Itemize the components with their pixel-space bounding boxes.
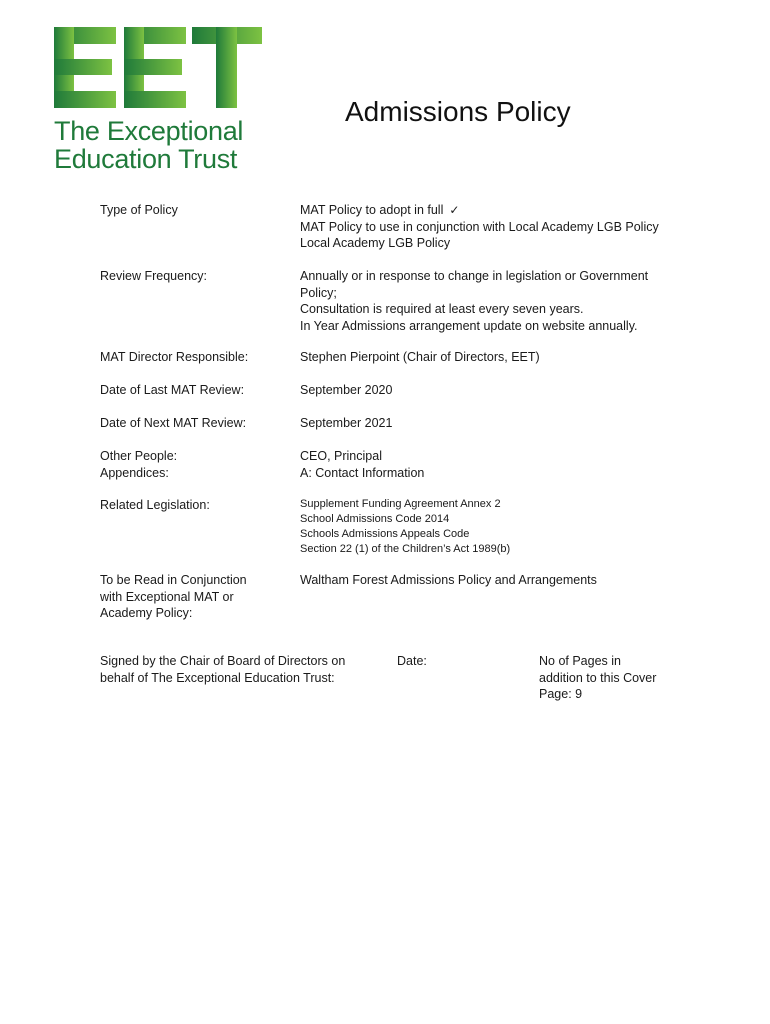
pages-line: No of Pages in	[539, 654, 621, 668]
review-line: Policy;	[300, 285, 337, 300]
policy-option-conjunction: MAT Policy to use in conjunction with Local Academy LGB Policy	[300, 219, 659, 234]
label-other-people: Other People:	[100, 449, 178, 463]
pages-label	[539, 653, 656, 703]
review-line: Annually or in response to change in legislation or Government	[300, 269, 649, 283]
signed-line: Signed by the Chair of Board of Directors on	[100, 654, 346, 668]
check-icon: ✓	[449, 203, 460, 217]
eet-logo	[54, 27, 269, 172]
label-last-review: Date of Last MAT Review:	[100, 383, 245, 397]
value-other-people: CEO, Principal	[300, 449, 382, 463]
label-director: MAT Director Responsible:	[100, 350, 249, 364]
pages-line: Page: 9	[539, 687, 583, 701]
value-last-review: September 2020	[300, 383, 393, 397]
value-appendices: A: Contact Information	[300, 466, 425, 480]
eet-logo-mark	[54, 27, 264, 109]
value-review-frequency	[300, 268, 700, 334]
label-line: Academy Policy:	[100, 606, 193, 620]
label-line: To be Read in Conjunction	[100, 573, 247, 587]
legislation-item: School Admissions Code 2014	[300, 513, 450, 525]
signed-line: behalf of The Exceptional Education Trust:	[100, 670, 335, 685]
label-line: with Exceptional MAT or	[100, 589, 234, 604]
value-legislation	[300, 497, 700, 557]
value-type-of-policy	[300, 202, 700, 252]
review-line: In Year Admissions arrangement update on website annually.	[300, 318, 638, 333]
value-read-in-conjunction: Waltham Forest Admissions Policy and Arrangements	[300, 573, 597, 587]
label-next-review: Date of Next MAT Review:	[100, 416, 247, 430]
logo-line-1: The Exceptional	[54, 116, 244, 146]
label-legislation: Related Legislation:	[100, 498, 210, 512]
logo-line-2: Education Trust	[54, 144, 238, 174]
pages-line: addition to this Cover	[539, 670, 657, 685]
value-next-review: September 2021	[300, 416, 393, 430]
review-line: Consultation is required at least every seven years.	[300, 302, 584, 316]
label-type-of-policy: Type of Policy	[100, 203, 178, 217]
document-title: Admissions Policy	[345, 96, 571, 127]
value-director: Stephen Pierpoint (Chair of Directors, EET)	[300, 350, 540, 364]
policy-option-adopt: MAT Policy to adopt in full	[300, 203, 444, 217]
policy-option-local: Local Academy LGB Policy	[300, 236, 451, 250]
label-appendices: Appendices:	[100, 466, 169, 480]
signed-by-label	[100, 653, 345, 686]
legislation-item: Schools Admissions Appeals Code	[300, 528, 470, 540]
label-read-in-conjunction	[100, 572, 290, 622]
date-label: Date:	[397, 654, 427, 668]
legislation-item: Supplement Funding Agreement Annex 2	[300, 498, 501, 510]
legislation-item: Section 22 (1) of the Children’s Act 1989(b)	[300, 543, 511, 555]
label-review-frequency: Review Frequency:	[100, 269, 207, 283]
